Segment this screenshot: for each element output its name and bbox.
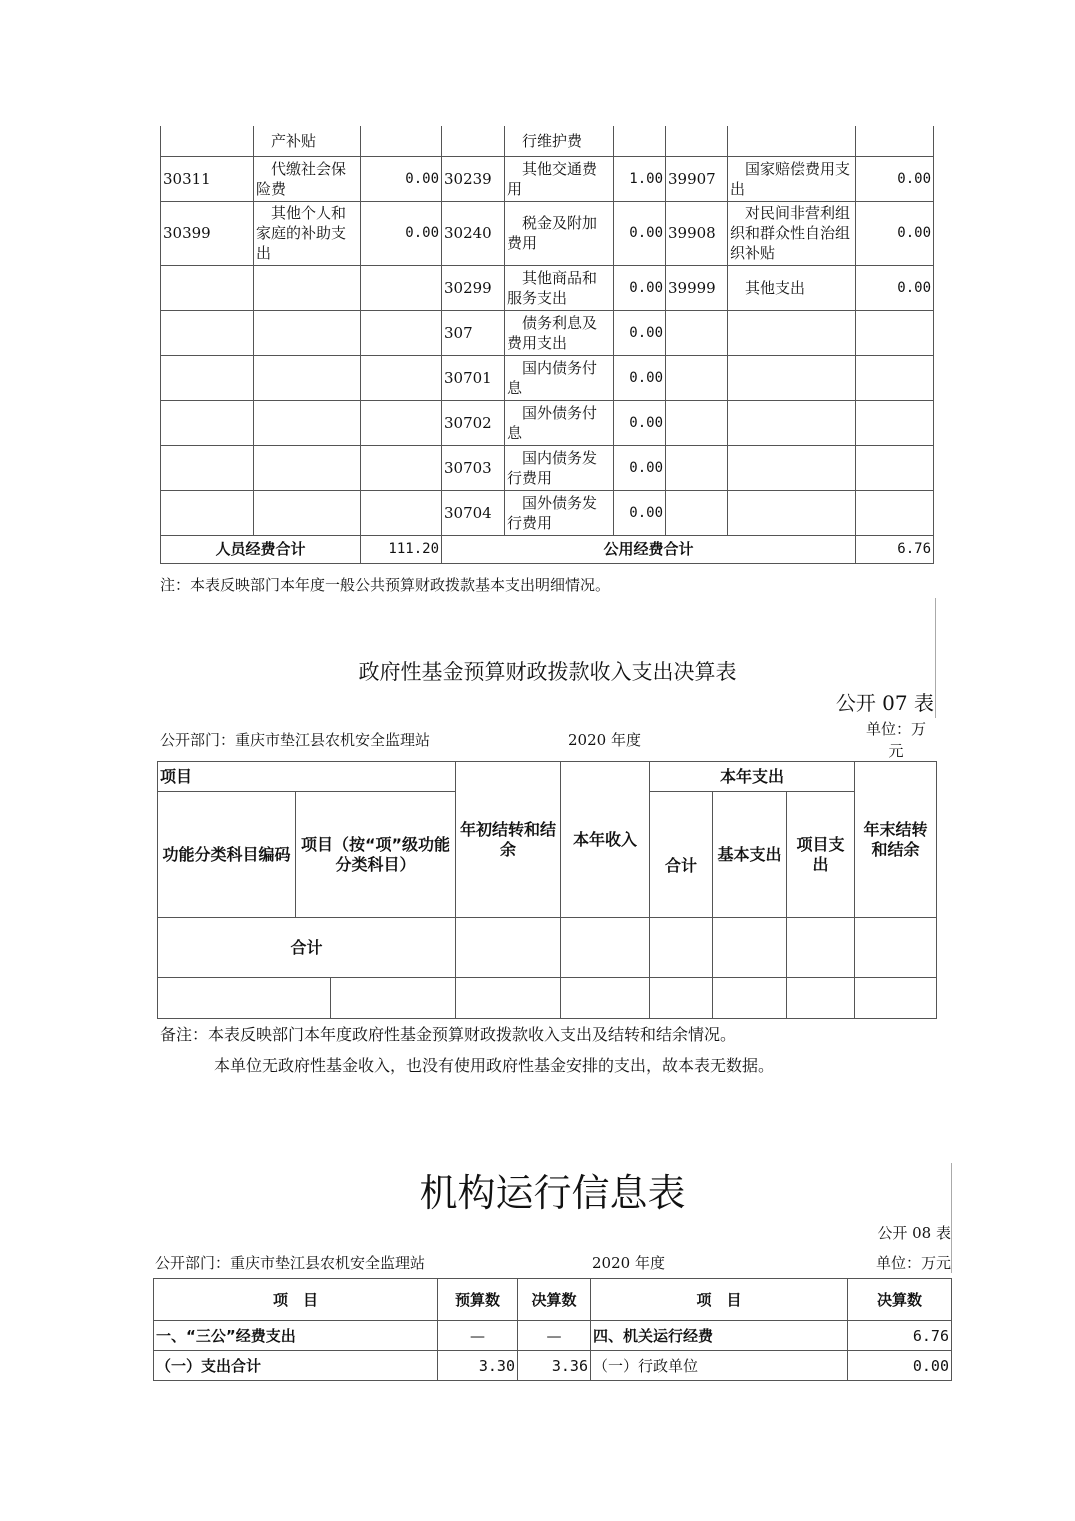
amount-cell: 0.00 <box>361 156 442 201</box>
table-row <box>161 156 934 201</box>
fund-empty-cell <box>713 978 787 1019</box>
name-cell: 代缴社会保险费 <box>254 156 361 201</box>
table-row <box>154 1321 952 1351</box>
code-cell: 39908 <box>666 201 728 265</box>
fund-header-total: 合计 <box>650 792 713 918</box>
name-cell: 国外债务付息 <box>505 400 614 445</box>
code-cell: 30240 <box>442 201 505 265</box>
name-cell <box>254 355 361 400</box>
name-cell <box>254 490 361 535</box>
code-cell: 30239 <box>442 156 505 201</box>
name-cell: 其他个人和家庭的补助支出 <box>254 201 361 265</box>
name-cell: 债务利息及费用支出 <box>505 310 614 355</box>
amount-cell <box>361 265 442 310</box>
code-cell: 30399 <box>161 201 254 265</box>
org-budget-cell: 3.30 <box>438 1351 518 1381</box>
name-cell: 国家赔偿费用支出 <box>728 156 856 201</box>
org-right-cell: （一）行政单位 <box>591 1351 848 1381</box>
org-header-final-2: 决算数 <box>848 1279 952 1321</box>
org-value-cell: 0.00 <box>848 1351 952 1381</box>
name-cell <box>254 265 361 310</box>
fund-total-cell <box>787 918 855 978</box>
code-cell: 30299 <box>442 265 505 310</box>
table-row <box>161 201 934 265</box>
fund-table-title: 政府性基金预算财政拨款收入支出决算表 <box>358 660 737 684</box>
fund-total-cell <box>456 918 561 978</box>
org-dept: 公开部门：重庆市垫江县农机安全监理站 <box>155 1254 426 1272</box>
fund-empty-row <box>158 978 937 1019</box>
personnel-total-value: 111.20 <box>361 535 442 563</box>
table-row <box>161 400 934 445</box>
amount-cell <box>361 126 442 156</box>
amount-cell <box>361 355 442 400</box>
name-cell <box>254 445 361 490</box>
table-row <box>161 445 934 490</box>
code-cell: 39999 <box>666 265 728 310</box>
code-cell: 30704 <box>442 490 505 535</box>
fund-empty-cell <box>158 978 331 1019</box>
fund-note-2: 本单位无政府性基金收入，也没有使用政府性基金安排的支出，故本表无数据。 <box>214 1056 775 1075</box>
fund-empty-cell <box>787 978 855 1019</box>
fund-empty-cell <box>650 978 713 1019</box>
name-cell: 其他支出 <box>728 265 856 310</box>
fund-unit-line2: 元 <box>888 742 904 760</box>
table1-note: 注：本表反映部门本年度一般公共预算财政拨款基本支出明细情况。 <box>160 576 611 594</box>
org-header-item: 项 目 <box>154 1279 438 1321</box>
fund-year: 2020 年度 <box>568 731 641 749</box>
org-table-title: 机构运行信息表 <box>419 1171 686 1215</box>
code-cell <box>666 310 728 355</box>
org-unit: 单位：万元 <box>875 1254 951 1272</box>
code-cell <box>161 265 254 310</box>
fund-empty-cell <box>456 978 561 1019</box>
table-row <box>161 490 934 535</box>
amount-cell <box>361 310 442 355</box>
code-cell: 39907 <box>666 156 728 201</box>
code-cell <box>442 126 505 156</box>
code-cell <box>161 310 254 355</box>
amount-cell: 0.00 <box>614 400 666 445</box>
table-row <box>161 355 934 400</box>
code-cell: 30703 <box>442 445 505 490</box>
amount-cell: 1.00 <box>614 156 666 201</box>
name-cell <box>254 400 361 445</box>
fund-empty-cell <box>855 978 937 1019</box>
amount-cell: 0.00 <box>856 201 934 265</box>
fund-header-project: 项目支出 <box>787 792 855 918</box>
code-cell <box>666 126 728 156</box>
org-left-cell: （一）支出合计 <box>154 1351 438 1381</box>
fund-header-row-1 <box>158 762 937 792</box>
name-cell <box>728 355 856 400</box>
name-cell: 其他商品和服务支出 <box>505 265 614 310</box>
code-cell <box>161 400 254 445</box>
name-cell: 国外债务发行费用 <box>505 490 614 535</box>
name-cell: 对民间非营利组织和群众性自治组织补贴 <box>728 201 856 265</box>
fund-header-name: 项目（按“项”级功能分类科目） <box>296 792 456 918</box>
org-final-cell: 3.36 <box>518 1351 591 1381</box>
amount-cell <box>856 400 934 445</box>
personnel-total-label: 人员经费合计 <box>161 535 361 563</box>
amount-cell: 0.00 <box>361 201 442 265</box>
fund-unit-line1: 单位：万 <box>865 720 926 738</box>
org-header-budget: 预算数 <box>438 1279 518 1321</box>
amount-cell <box>361 400 442 445</box>
org-header-item-2: 项 目 <box>591 1279 848 1321</box>
name-cell <box>728 445 856 490</box>
code-cell: 307 <box>442 310 505 355</box>
amount-cell: 0.00 <box>614 490 666 535</box>
org-header-final: 决算数 <box>518 1279 591 1321</box>
name-cell: 产补贴 <box>254 126 361 156</box>
code-cell: 30702 <box>442 400 505 445</box>
fund-header-code: 功能分类科目编码 <box>158 792 296 918</box>
fund-total-cell <box>855 918 937 978</box>
fund-total-cell <box>650 918 713 978</box>
org-table-number: 公开 08 表 <box>877 1224 951 1242</box>
amount-cell: 0.00 <box>614 445 666 490</box>
name-cell <box>254 310 361 355</box>
fund-total-cell <box>713 918 787 978</box>
amount-cell <box>856 445 934 490</box>
fund-table-number: 公开 07 表 <box>835 691 934 715</box>
amount-cell: 0.00 <box>614 310 666 355</box>
code-cell <box>161 126 254 156</box>
name-cell: 国内债务发行费用 <box>505 445 614 490</box>
org-year: 2020 年度 <box>592 1254 665 1272</box>
name-cell <box>728 126 856 156</box>
name-cell: 其他交通费用 <box>505 156 614 201</box>
table-row <box>161 126 934 156</box>
code-cell <box>666 490 728 535</box>
public-total-value: 6.76 <box>856 535 934 563</box>
fund-header-end: 年末结转和结余 <box>855 762 937 918</box>
name-cell <box>728 400 856 445</box>
name-cell <box>728 310 856 355</box>
fund-header-begin: 年初结转和结余 <box>456 762 561 918</box>
basic-expenditure-table <box>160 126 934 564</box>
fund-header-basic: 基本支出 <box>713 792 787 918</box>
code-cell <box>161 445 254 490</box>
amount-cell: 0.00 <box>856 265 934 310</box>
org-info-body <box>154 1321 952 1381</box>
fund-empty-cell <box>331 978 456 1019</box>
fund-header-income: 本年收入 <box>561 762 650 918</box>
org-budget-cell: — <box>438 1321 518 1351</box>
fund-total-row <box>158 918 937 978</box>
fund-table <box>157 761 937 1019</box>
code-cell: 30701 <box>442 355 505 400</box>
code-cell <box>666 400 728 445</box>
amount-cell <box>614 126 666 156</box>
name-cell <box>728 490 856 535</box>
amount-cell: 0.00 <box>614 265 666 310</box>
table-row <box>161 310 934 355</box>
fund-dept: 公开部门：重庆市垫江县农机安全监理站 <box>160 731 431 749</box>
amount-cell <box>856 355 934 400</box>
amount-cell <box>361 490 442 535</box>
code-cell: 30311 <box>161 156 254 201</box>
fund-total-label: 合计 <box>158 918 456 978</box>
org-value-cell: 6.76 <box>848 1321 952 1351</box>
org-final-cell: — <box>518 1321 591 1351</box>
table-row <box>154 1351 952 1381</box>
name-cell: 国内债务付息 <box>505 355 614 400</box>
public-total-label: 公用经费合计 <box>442 535 856 563</box>
fund-empty-cell <box>561 978 650 1019</box>
table-row <box>161 265 934 310</box>
totals-row <box>161 535 934 563</box>
code-cell <box>666 355 728 400</box>
code-cell <box>666 445 728 490</box>
amount-cell <box>856 310 934 355</box>
fund-note-1: 备注：本表反映部门本年度政府性基金预算财政拨款收入支出及结转和结余情况。 <box>160 1025 737 1044</box>
org-left-cell: 一、“三公”经费支出 <box>154 1321 438 1351</box>
code-cell <box>161 355 254 400</box>
amount-cell: 0.00 <box>614 355 666 400</box>
fund-header-item: 项目 <box>158 762 456 792</box>
amount-cell: 0.00 <box>856 156 934 201</box>
fund-header-expense: 本年支出 <box>650 762 855 792</box>
amount-cell <box>361 445 442 490</box>
fund-unit <box>860 718 932 762</box>
name-cell: 税金及附加费用 <box>505 201 614 265</box>
fund-total-cell <box>561 918 650 978</box>
amount-cell <box>856 126 934 156</box>
org-right-cell: 四、机关运行经费 <box>591 1321 848 1351</box>
basic-expenditure-body <box>161 126 934 535</box>
org-info-table <box>153 1278 952 1381</box>
code-cell <box>161 490 254 535</box>
amount-cell: 0.00 <box>614 201 666 265</box>
org-header-row <box>154 1279 952 1321</box>
amount-cell <box>856 490 934 535</box>
name-cell: 行维护费 <box>505 126 614 156</box>
